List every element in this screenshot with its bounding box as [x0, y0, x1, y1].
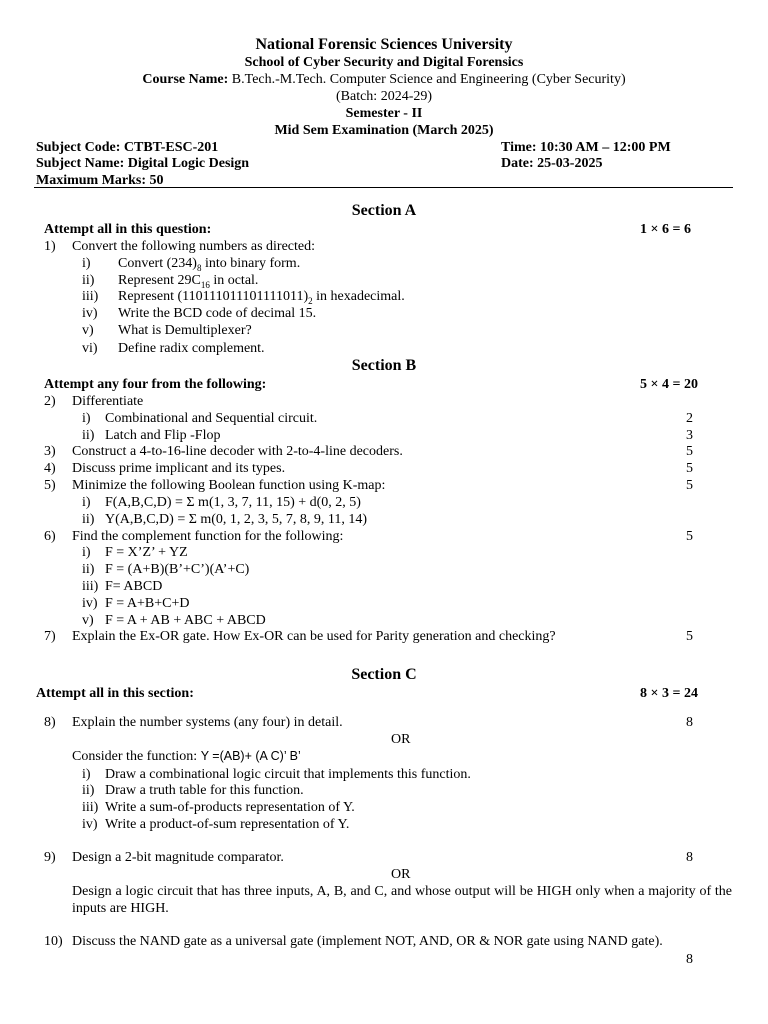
course-value: B.Tech.-M.Tech. Computer Science and Engineering (Cyber Security) — [228, 72, 626, 87]
question-number: 4) — [44, 461, 56, 476]
item-roman: i) — [82, 256, 91, 271]
item-roman: ii) — [82, 512, 95, 527]
item-text: F = X’Z’ + YZ — [105, 545, 188, 560]
item-mark: 2 — [686, 411, 693, 426]
item-text: Combinational and Sequential circuit. — [105, 411, 318, 426]
question-number: 2) — [44, 394, 56, 409]
course-label: Course Name: — [142, 72, 229, 87]
item-text: Write a product-of-sum representation of Y. — [105, 817, 350, 832]
question-text: Construct a 4-to-16-line decoder with 2-to-4-line decoders. — [72, 444, 403, 459]
question-number: 5) — [44, 478, 56, 493]
exam-time: Time: 10:30 AM – 12:00 PM — [501, 140, 671, 155]
batch: (Batch: 2024-29) — [335, 89, 433, 104]
section-b-instruction: Attempt any four from the following: — [44, 377, 267, 392]
item-text: F= ABCD — [105, 579, 163, 594]
section-c-title: Section C — [351, 666, 417, 683]
item-roman: iii) — [82, 579, 99, 594]
item-roman: iii) — [82, 289, 99, 304]
function-expression: Y =(AB)+ (A C)’ B’ — [200, 749, 301, 763]
item-roman: ii) — [82, 273, 95, 288]
section-a-instruction: Attempt all in this question: — [44, 222, 212, 237]
item-text: What is Demultiplexer? — [118, 323, 252, 338]
question-number: 6) — [44, 529, 56, 544]
question-text: Differentiate — [72, 394, 144, 409]
question-alt-text: Design a logic circuit that has three inputs, A, B, and C, and whose output will be HIGH only when a majority of the inputs are HIGH. — [72, 884, 732, 916]
item-roman: i) — [82, 767, 91, 782]
school-name: School of Cyber Security and Digital Forensics — [244, 55, 524, 70]
question-text: Minimize the following Boolean function using K-map: — [72, 478, 386, 493]
item-roman: ii) — [82, 562, 95, 577]
item-roman: vi) — [82, 341, 98, 356]
exam-title: Mid Sem Examination (March 2025) — [274, 123, 494, 138]
or-separator: OR — [391, 867, 411, 882]
header-divider — [34, 187, 733, 188]
subject-name: Subject Name: Digital Logic Design — [36, 156, 250, 171]
item-roman: ii) — [82, 783, 95, 798]
item-text: Write the BCD code of decimal 15. — [118, 306, 317, 321]
question-text: Explain the number systems (any four) in detail. — [72, 715, 343, 730]
item-roman: i) — [82, 411, 91, 426]
item-roman: iii) — [82, 800, 99, 815]
question-text: Find the complement function for the following: — [72, 529, 344, 544]
subject-code: Subject Code: CTBT-ESC-201 — [36, 140, 219, 155]
item-roman: iv) — [82, 817, 98, 832]
or-separator: OR — [391, 732, 411, 747]
question-number: 9) — [44, 850, 56, 865]
semester: Semester - II — [345, 106, 423, 121]
item-text: Draw a combinational logic circuit that implements this function. — [105, 767, 471, 782]
section-c-instruction: Attempt all in this section: — [36, 686, 194, 701]
item-roman: v) — [82, 613, 94, 628]
question-mark: 5 — [686, 529, 693, 544]
question-mark: 5 — [686, 629, 693, 644]
course-name — [0, 71, 768, 88]
item-text: F = (A+B)(B’+C’)(A’+C) — [105, 562, 250, 577]
item-text: Y(A,B,C,D) = Σ m(0, 1, 2, 3, 5, 7, 8, 9, 11, 14) — [105, 512, 368, 527]
question-text: Discuss prime implicant and its types. — [72, 461, 286, 476]
question-mark: 5 — [686, 478, 693, 493]
question-number: 3) — [44, 444, 56, 459]
question-text: Explain the Ex-OR gate. How Ex-OR can be used for Parity generation and checking? — [72, 629, 556, 644]
question-number: 10) — [44, 934, 63, 949]
question-number: 7) — [44, 629, 56, 644]
item-roman: iv) — [82, 596, 98, 611]
question-mark: 5 — [686, 444, 693, 459]
question-text: Convert the following numbers as directed: — [72, 239, 315, 254]
section-a-title: Section A — [351, 202, 417, 219]
exam-date: Date: 25-03-2025 — [501, 156, 603, 171]
item-mark: 3 — [686, 428, 693, 443]
item-text: Define radix complement. — [118, 341, 265, 356]
item-roman: iv) — [82, 306, 98, 321]
question-mark: 8 — [686, 715, 693, 730]
item-text: F = A+B+C+D — [105, 596, 190, 611]
question-alt-text: Consider the function: Y =(AB)+ (A C)’ B’ — [72, 749, 301, 764]
item-text: F = A + AB + ABC + ABCD — [105, 613, 266, 628]
section-c-marks: 8 × 3 = 24 — [640, 686, 698, 701]
item-text: Draw a truth table for this function. — [105, 783, 304, 798]
maximum-marks: Maximum Marks: 50 — [36, 173, 164, 188]
section-b-title: Section B — [351, 357, 417, 374]
item-text: Latch and Flip -Flop — [105, 428, 221, 443]
item-text: F(A,B,C,D) = Σ m(1, 3, 7, 11, 15) + d(0, 2, 5) — [105, 495, 361, 510]
question-text: Design a 2-bit magnitude comparator. — [72, 850, 284, 865]
question-mark: 5 — [686, 461, 693, 476]
question-mark: 8 — [686, 952, 693, 967]
item-text: Convert $(234)_8$ into binary form. — [118, 256, 301, 273]
item-text: Represent $29C_{16}$ in octal. — [118, 273, 259, 290]
item-roman: i) — [82, 545, 91, 560]
section-b-marks: 5 × 4 = 20 — [640, 377, 698, 392]
question-number: 1) — [44, 239, 56, 254]
item-roman: i) — [82, 495, 91, 510]
item-text: Represent $(110111011101111011)_2$ in hexadecimal. — [118, 289, 405, 306]
item-text: Write a sum-of-products representation of Y. — [105, 800, 355, 815]
question-number: 8) — [44, 715, 56, 730]
item-roman: v) — [82, 323, 94, 338]
question-mark: 8 — [686, 850, 693, 865]
university-name: National Forensic Sciences University — [255, 36, 513, 53]
item-roman: ii) — [82, 428, 95, 443]
section-a-marks: 1 × 6 = 6 — [640, 222, 691, 237]
question-text: Discuss the NAND gate as a universal gate (implement NOT, AND, OR & NOR gate using NAND gate). — [72, 934, 663, 949]
